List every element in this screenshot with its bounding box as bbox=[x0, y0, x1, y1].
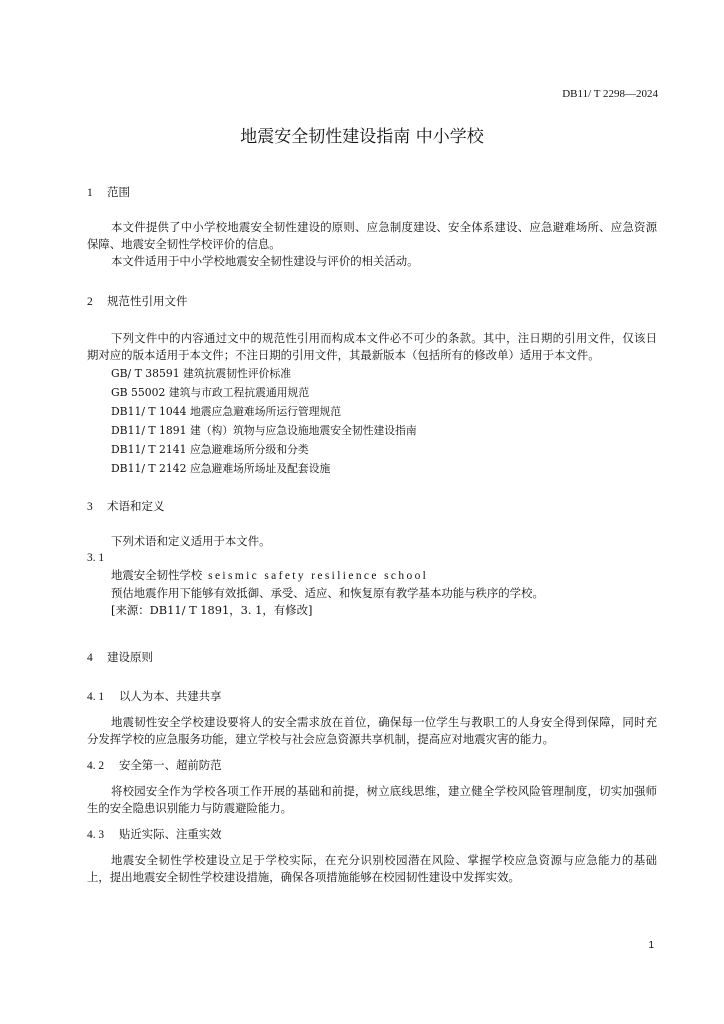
section-2-heading bbox=[87, 293, 657, 311]
term-definition: 预估地震作用下能够有效抵御、承受、适应、和恢复原有教学基本功能与秩序的学校。 bbox=[111, 586, 544, 600]
reference-item: GB 55002 建筑与市政工程抗震通用规范 bbox=[111, 386, 310, 399]
section-1-paragraph-1: 本文件提供了中小学校地震安全韧性建设的原则、应急制度建设、安全体系建设、应急避难场所、应急资源保障、地震安全韧性学校评价的信息。 bbox=[87, 220, 657, 251]
standard-code: DB11/ T 2298—2024 bbox=[562, 88, 658, 100]
reference-item: DB11/ T 2141 应急避难场所分级和分类 bbox=[111, 443, 309, 456]
reference-item: DB11/ T 2142 应急避难场所场址及配套设施 bbox=[111, 462, 331, 475]
section-1-paragraph-2: 本文件适用于中小学校地震安全韧性建设与评价的相关活动。 bbox=[111, 254, 419, 268]
term-name: 地震安全韧性学校 bbox=[111, 568, 203, 582]
subsection-title: 以人为本、共建共享 bbox=[119, 689, 222, 703]
page-number: 1 bbox=[648, 940, 654, 951]
section-4-heading bbox=[87, 649, 657, 667]
subsection-title: 贴近实际、注重实效 bbox=[119, 827, 222, 841]
subsection-number: 4. 3 bbox=[87, 829, 105, 841]
section-4-number: 4 bbox=[87, 652, 93, 664]
section-1-heading bbox=[87, 184, 657, 202]
section-2-number: 2 bbox=[87, 296, 93, 308]
section-3-number: 3 bbox=[87, 501, 93, 513]
term-heading bbox=[87, 567, 657, 585]
reference-item: DB11/ T 1044 地震应急避难场所运行管理规范 bbox=[111, 405, 342, 418]
subsection-number: 4. 2 bbox=[87, 760, 105, 772]
subsection-4-3-text: 地震安全韧性学校建设立足于学校实际，在充分识别校园潜在风险、掌握学校应急资源与应急能力的基础上，提出地震安全韧性学校建设措施，确保各项措施能够在校园韧性建设中发挥实效。 bbox=[87, 853, 657, 884]
section-1-number: 1 bbox=[87, 187, 93, 199]
subsection-number: 4. 1 bbox=[87, 691, 105, 703]
subsection-4-1-text: 地震韧性安全学校建设要将人的安全需求放在首位，确保每一位学生与教职工的人身安全得到保障，同时充分发挥学校的应急服务功能，建立学校与社会应急资源共享机制，提高应对地震灾害的能力。 bbox=[87, 715, 657, 746]
section-1-title: 范围 bbox=[107, 185, 130, 199]
term-english: seismic safety resilience school bbox=[208, 570, 429, 582]
subsection-title: 安全第一、超前防范 bbox=[119, 758, 222, 772]
section-3-title: 术语和定义 bbox=[107, 499, 165, 513]
section-2-title: 规范性引用文件 bbox=[107, 294, 188, 308]
subsection-4-2-heading bbox=[87, 757, 657, 775]
section-3-paragraph-1: 下列术语和定义适用于本文件。 bbox=[111, 534, 271, 548]
term-number: 3. 1 bbox=[87, 552, 105, 564]
document-body bbox=[87, 180, 657, 886]
section-3-heading bbox=[87, 498, 657, 516]
section-2-paragraph-1: 下列文件中的内容通过文中的规范性引用而构成本文件必不可少的条款。其中，注日期的引用文件，仅该日期对应的版本适用于本文件；不注日期的引用文件，其最新版本（包括所有的修改单）适用于本文件。 bbox=[87, 331, 657, 362]
subsection-4-2-text: 将校园安全作为学校各项工作开展的基础和前提，树立底线思维，建立健全学校风险管理制度，切实加强师生的安全隐患识别能力与防震避险能力。 bbox=[87, 784, 657, 815]
section-4-title: 建设原则 bbox=[107, 650, 153, 664]
term-source: [来源：DB11/ T 1891，3. 1，有修改] bbox=[111, 603, 313, 617]
reference-item: DB11/ T 1891 建（构）筑物与应急设施地震安全韧性建设指南 bbox=[111, 424, 417, 437]
subsection-4-1-heading bbox=[87, 688, 657, 706]
document-title: 地震安全韧性建设指南 中小学校 bbox=[240, 127, 484, 147]
reference-item: GB/ T 38591 建筑抗震韧性评价标准 bbox=[111, 367, 292, 380]
subsection-4-3-heading bbox=[87, 826, 657, 844]
